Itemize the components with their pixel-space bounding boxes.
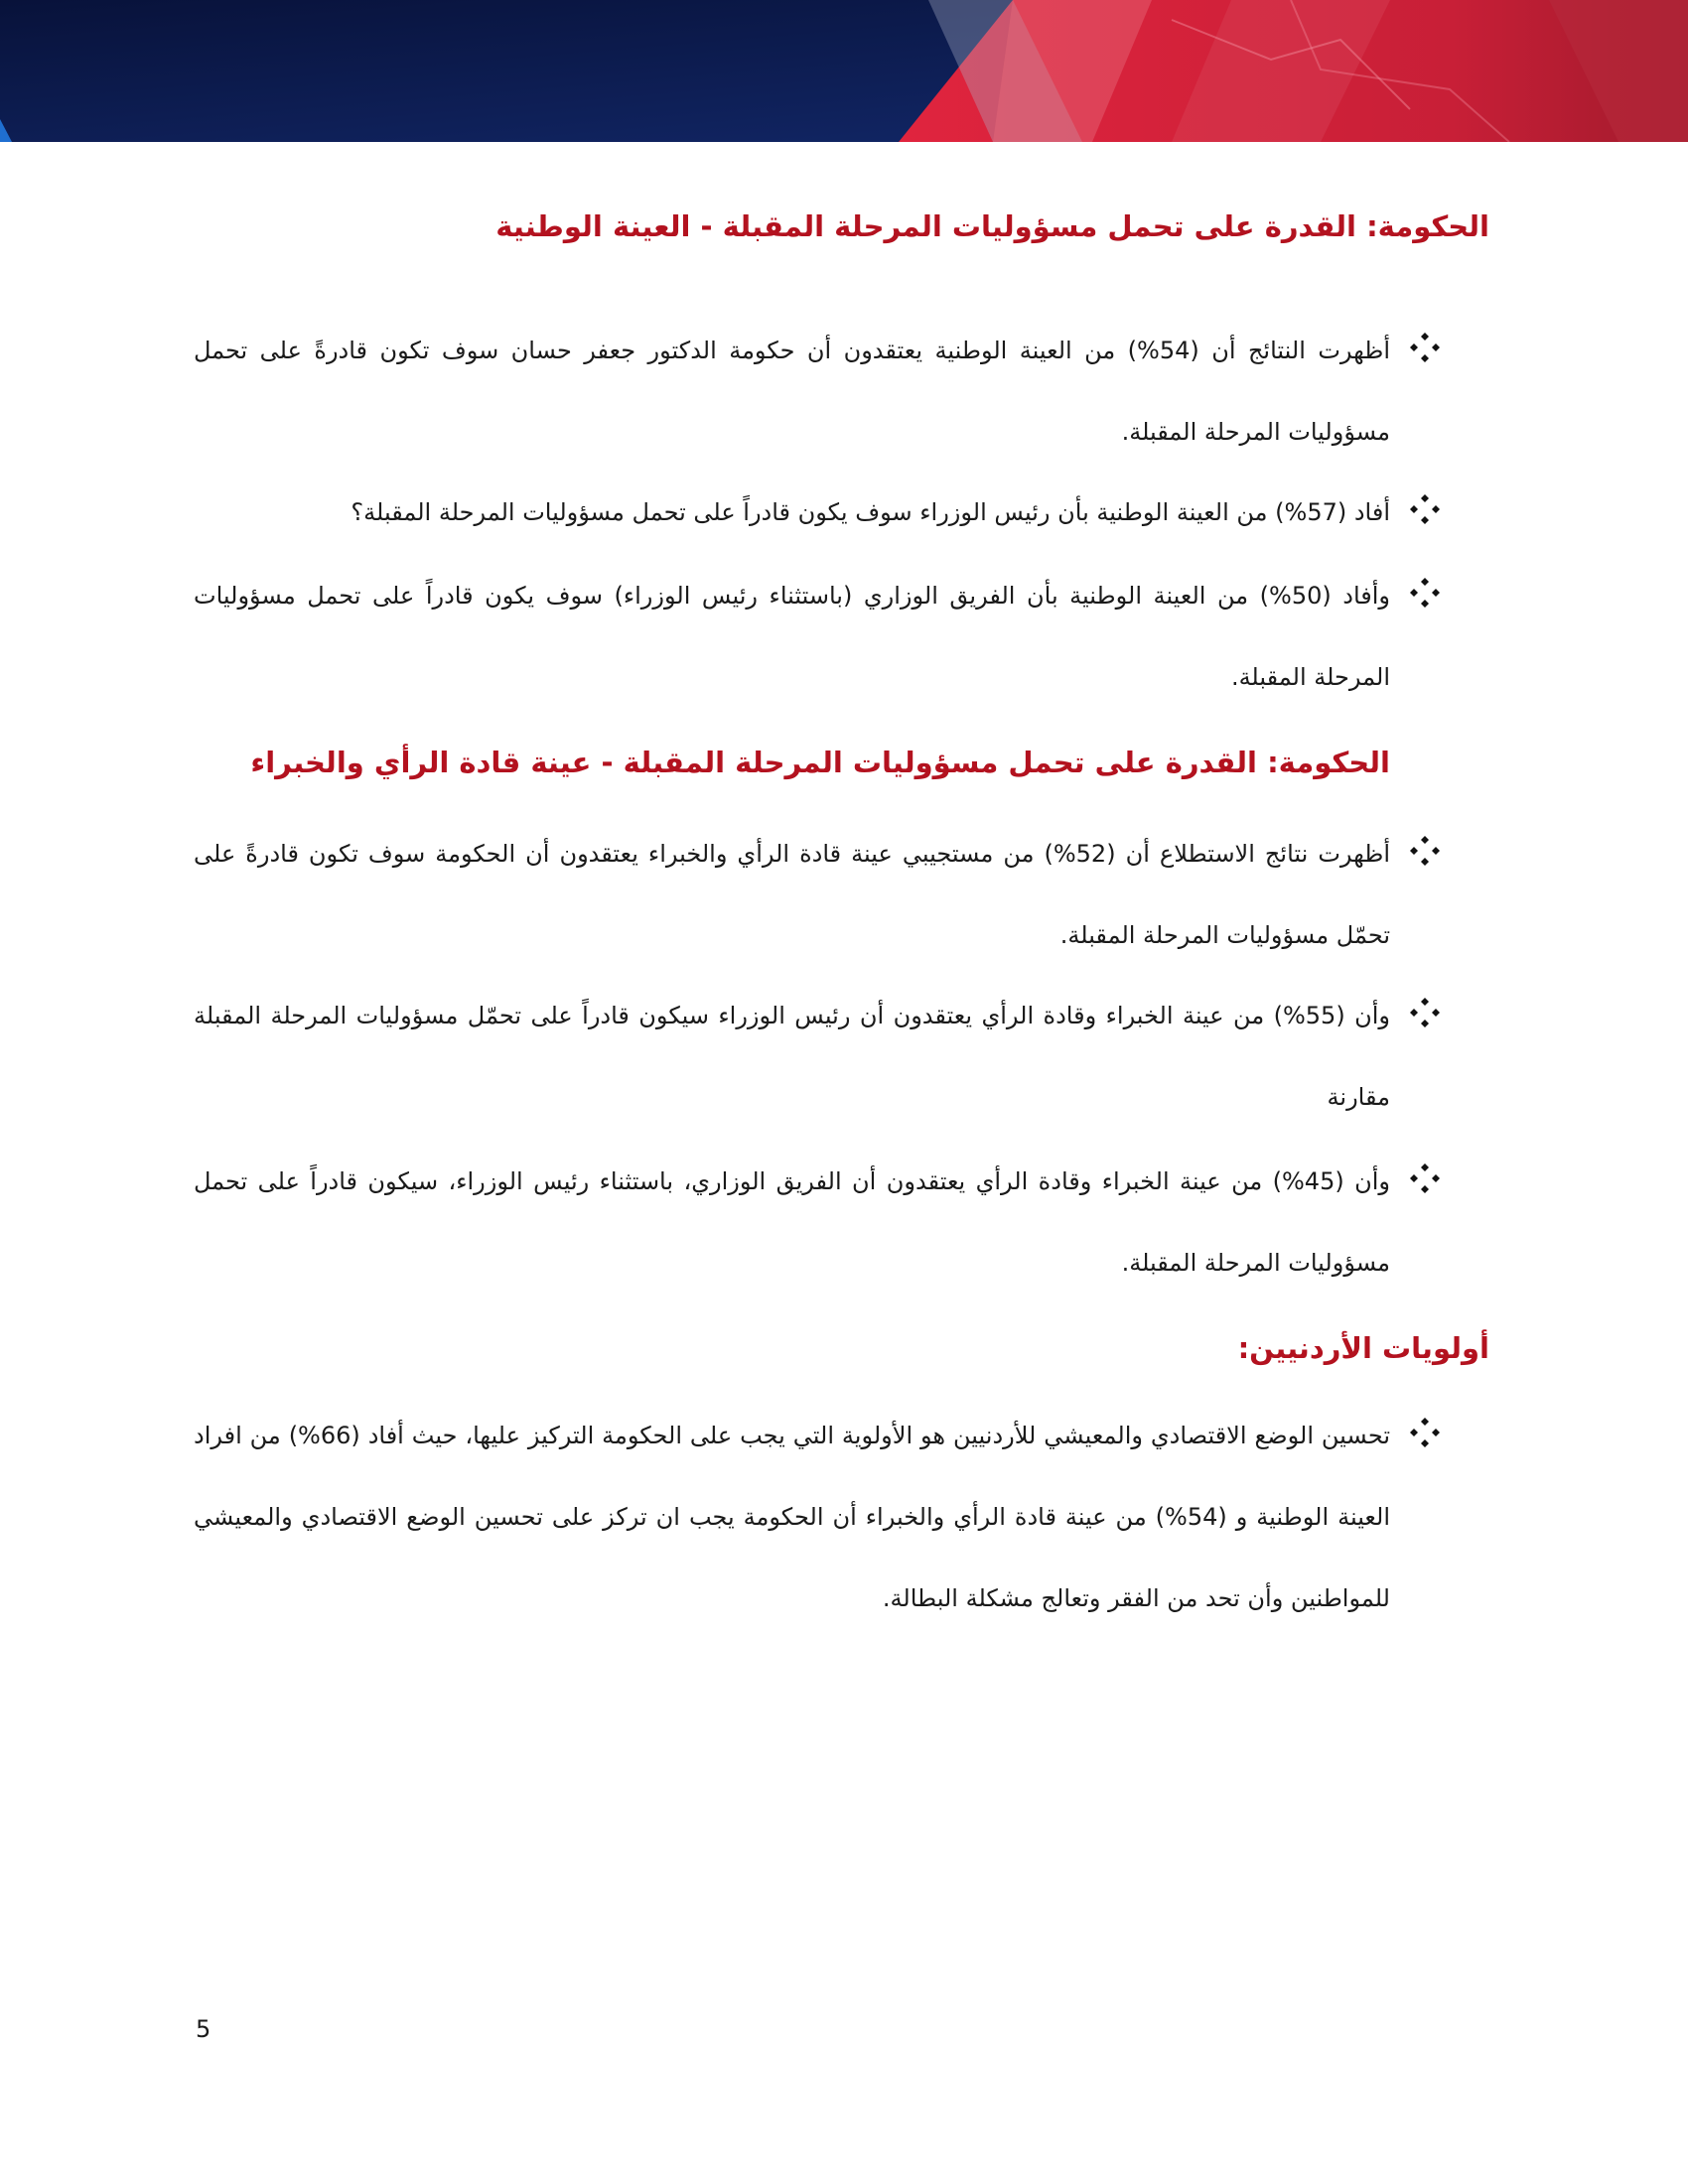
list-item: أظهرت نتائج الاستطلاع أن (52%) من مستجيبي عينة قادة الرأي والخبراء يعتقدون أن الحكومة سوف تكون قادرةً على تحمّل مسؤوليات المرحلة المقبلة. bbox=[194, 840, 1391, 949]
banner-graphic bbox=[0, 0, 1688, 142]
list-item: وأفاد (50%) من العينة الوطنية بأن الفريق الوزاري (باستثناء رئيس الوزراء) سوف يكون قادراً على تحمل مسؤوليات المرحلة المقبلة. bbox=[194, 582, 1390, 691]
four-diamond-bullet-icon bbox=[1408, 576, 1442, 610]
section-heading-national-sample: الحكومة: القدرة على تحمل مسؤوليات المرحلة المقبلة - العينة الوطنية bbox=[495, 209, 1489, 243]
list-item: أفاد (57%) من العينة الوطنية بأن رئيس الوزراء سوف يكون قادراً على تحمل مسؤوليات المرحلة المقبلة؟ bbox=[351, 498, 1390, 526]
list-item: أظهرت النتائج أن (54%) من العينة الوطنية يعتقدون أن حكومة الدكتور جعفر حسان سوف تكون قادرةً على تحمل مسؤوليات المرحلة المقبلة. bbox=[194, 337, 1391, 446]
four-diamond-bullet-icon bbox=[1408, 996, 1442, 1029]
four-diamond-bullet-icon bbox=[1408, 1161, 1442, 1195]
four-diamond-bullet-icon bbox=[1408, 331, 1442, 364]
page-number: 5 bbox=[196, 2015, 211, 2043]
four-diamond-bullet-icon bbox=[1408, 492, 1442, 526]
list-item: وأن (55%) من عينة الخبراء وقادة الرأي يعتقدون أن رئيس الوزراء سيكون قادراً على تحمّل مسؤوليات المرحلة المقبلة مقارنة bbox=[194, 1002, 1391, 1111]
header-banner bbox=[0, 0, 1688, 142]
list-item: تحسين الوضع الاقتصادي والمعيشي للأردنيين هو الأولوية التي يجب على الحكومة التركيز عليها، حيث أفاد (66%) من افراد العينة الوطنية و (54%) من عينة قادة الرأي والخبراء أن الحكومة يجب ان تركز على تحسين الوضع الاقتصادي والمعيشي للمواطنين وأن تحد من الفقر وتعالج مشكلة البطالة. bbox=[194, 1422, 1390, 1612]
section-heading-priorities: أولويات الأردنيين: bbox=[1237, 1331, 1489, 1365]
four-diamond-bullet-icon bbox=[1408, 834, 1442, 868]
list-item: وأن (45%) من عينة الخبراء وقادة الرأي يعتقدون أن الفريق الوزاري، باستثناء رئيس الوزراء، سيكون قادراً على تحمل مسؤوليات المرحلة المقبلة. bbox=[194, 1167, 1390, 1277]
four-diamond-bullet-icon bbox=[1408, 1416, 1442, 1449]
section-heading-experts-sample: الحكومة: القدرة على تحمل مسؤوليات المرحلة المقبلة - عينة قادة الرأي والخبراء bbox=[250, 746, 1390, 779]
